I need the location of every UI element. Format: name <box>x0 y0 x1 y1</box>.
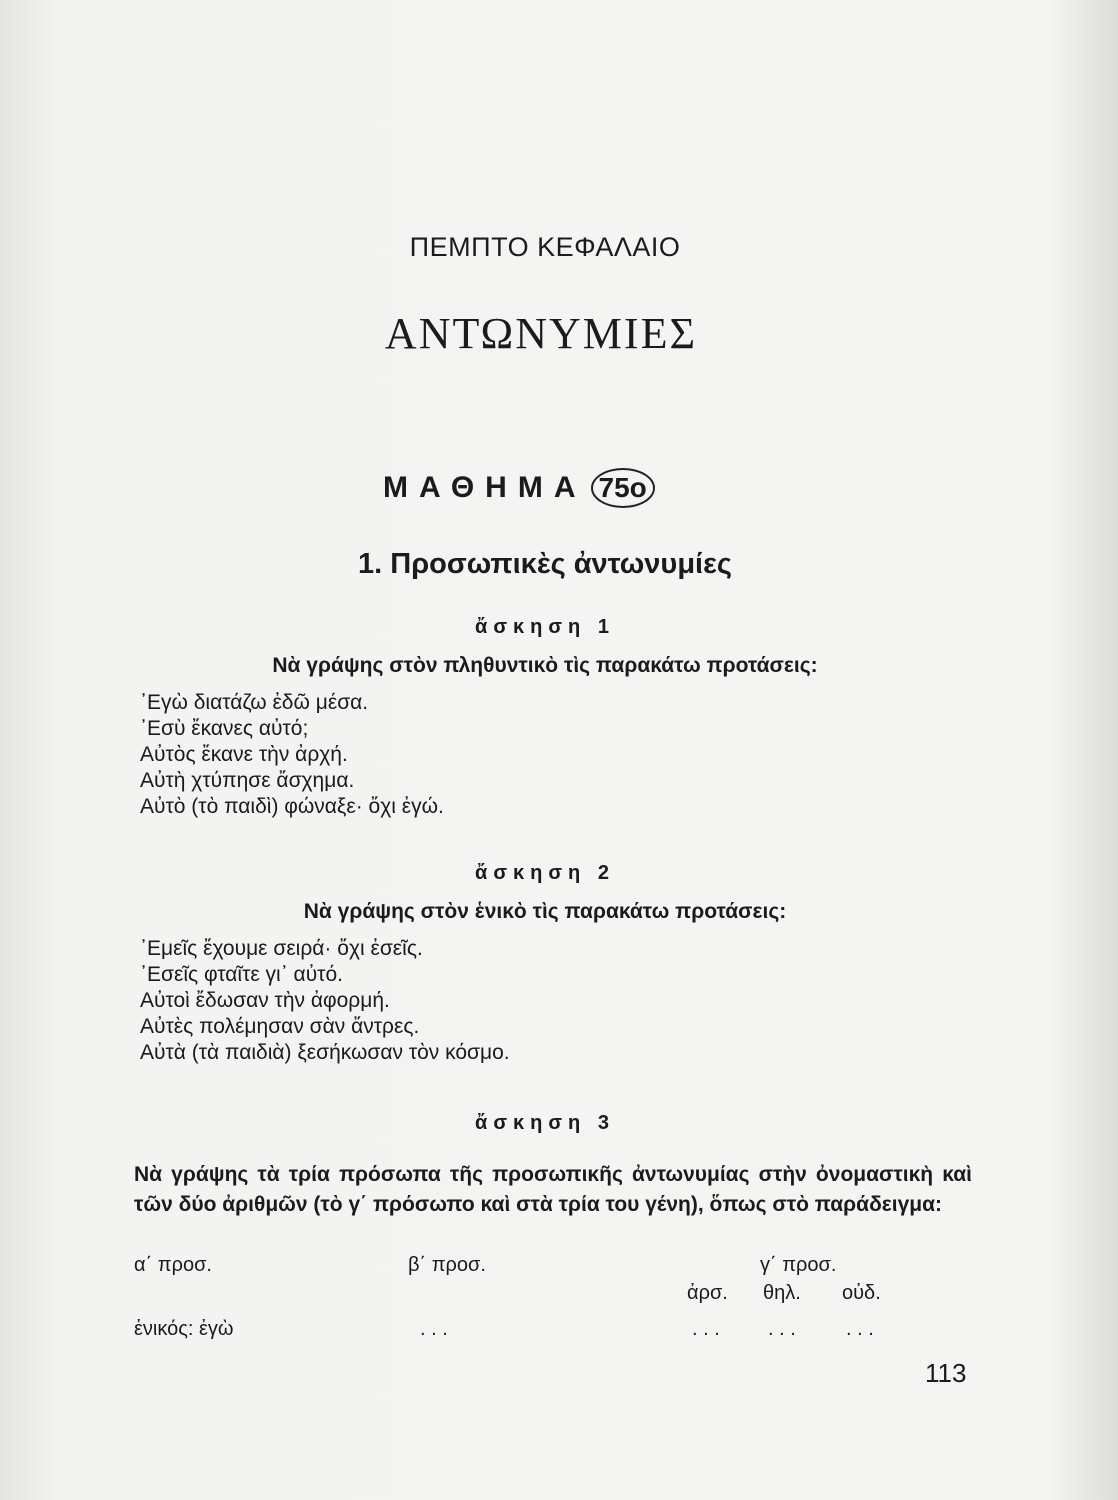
table-cell-blank: . . . <box>692 1318 720 1340</box>
exercise-2-title: ἄσκηση 2 <box>475 862 615 884</box>
sentence: ᾿Εγὼ διατάζω ἐδῶ μέσα. <box>140 691 369 714</box>
sentence: ᾿Εμεῖς ἔχουμε σειρά· ὄχι ἐσεῖς. <box>140 937 423 960</box>
table-header-person-3: γ΄ προσ. <box>760 1254 837 1276</box>
sentence: Αὐτὲς πολέμησαν σὰν ἄντρες. <box>140 1015 420 1038</box>
page-title: ΑΝΤΩΝΥΜΙΕΣ <box>384 309 698 358</box>
section-title: 1. Προσωπικὲς ἀντωνυμίες <box>358 548 732 580</box>
sentence: ᾿Εσεῖς φταῖτε γι᾿ αὐτό. <box>140 963 343 986</box>
sentence: Αὐτὸς ἔκανε τὴν ἀρχή. <box>140 743 348 766</box>
table-row-label <box>134 1318 234 1341</box>
table-header-person-1: α΄ προσ. <box>134 1254 212 1276</box>
exercise-2-instruction: Νὰ γράψης στὸν ἑνικὸ τὶς παρακάτω προτάσεις: <box>303 900 787 923</box>
row-label: ἑνικός: <box>134 1318 194 1340</box>
table-header-gender-masc: ἀρσ. <box>687 1282 728 1304</box>
sentence: Αὐτὰ (τὰ παιδιὰ) ξεσήκωσαν τὸν κόσμο. <box>140 1041 510 1064</box>
table-header-gender-fem: θηλ. <box>763 1282 801 1304</box>
exercise-1-instruction: Νὰ γράψης στὸν πληθυντικὸ τὶς παρακάτω προτάσεις: <box>272 654 818 677</box>
page-number: 113 <box>925 1358 967 1388</box>
sentence: Αὐτὸ (τὸ παιδὶ) φώναξε· ὄχι ἐγώ. <box>140 795 444 818</box>
sentence: Αὐτοὶ ἔδωσαν τὴν ἀφορμή. <box>140 989 390 1012</box>
exercise-3-title: ἄσκηση 3 <box>475 1112 615 1134</box>
exercise-3-instruction: Νὰ γράψης τὰ τρία πρόσωπα τῆς προσωπικῆς ἀντωνυμίας στὴν ὀνομαστικὴ καὶ τῶν δύο ἀριθμῶν (τὸ γ΄ πρόσωπο καὶ στὰ τρία του γένη), ὅπως στὸ παράδειγμα: <box>134 1163 972 1216</box>
table-cell-blank: . . . <box>768 1318 796 1340</box>
exercise-1-sentences <box>140 690 444 820</box>
table-header-gender-neut: οὐδ. <box>842 1282 881 1304</box>
sentence: Αὐτὴ χτύπησε ἄσχημα. <box>140 769 355 792</box>
chapter-heading: ΠΕΜΠΤΟ ΚΕΦΑΛΑΙΟ <box>409 232 681 262</box>
lesson-label: ΜΑΘΗΜΑ <box>383 471 587 504</box>
sentence: ᾿Εσὺ ἔκανες αὐτό; <box>140 717 309 740</box>
exercise-2-sentences <box>140 936 510 1066</box>
table-cell-blank: . . . <box>420 1318 448 1340</box>
exercise-1-title: ἄσκηση 1 <box>475 616 615 638</box>
lesson-number-badge: 75ο <box>591 468 655 508</box>
table-header-person-2: β΄ προσ. <box>408 1254 486 1276</box>
row-example: ἐγὼ <box>199 1318 234 1340</box>
lesson-heading <box>383 468 655 508</box>
table-cell-blank: . . . <box>846 1318 874 1340</box>
